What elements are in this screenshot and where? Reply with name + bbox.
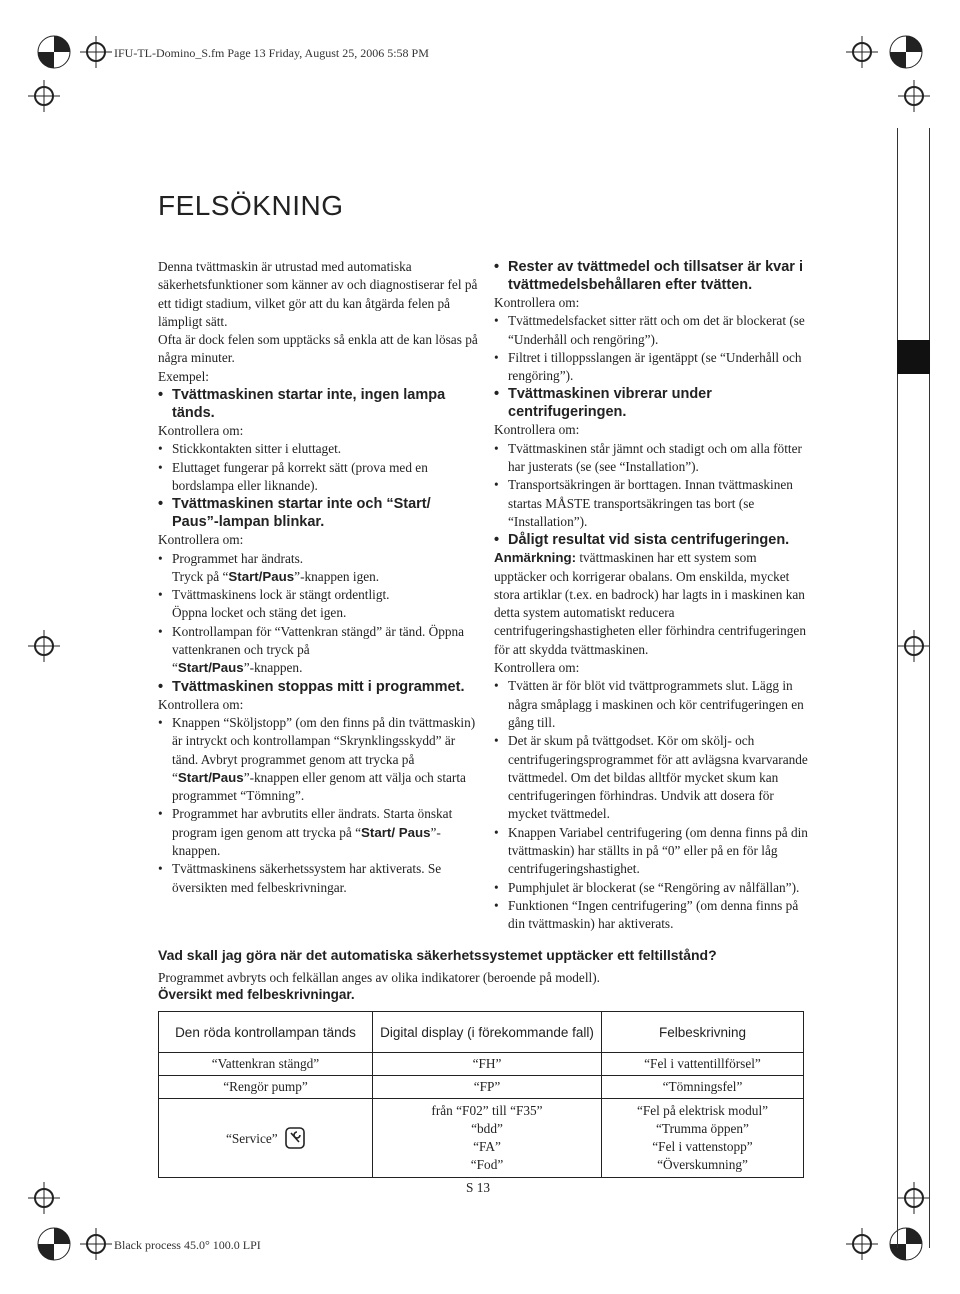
list-item: • Eluttaget fungerar på korrekt sätt (prova med en bordslampa eller liknande). bbox=[158, 459, 478, 496]
left-column bbox=[158, 258, 478, 897]
crosshair-icon bbox=[898, 80, 930, 112]
table-cell: “Vattenkran stängd” bbox=[159, 1053, 373, 1076]
registration-mark-icon bbox=[36, 1226, 72, 1262]
list-item: • Transportsäkringen är borttagen. Innan tvättmaskinen startas MÅSTE transportsäkringen tas bort (se “Installation”). bbox=[494, 476, 810, 531]
registration-mark-icon bbox=[888, 34, 924, 70]
list-item: • Pumphjulet är blockerat (se “Rengöring av nålfällan”). bbox=[494, 879, 810, 897]
crosshair-icon bbox=[80, 36, 112, 68]
crosshair-icon bbox=[28, 630, 60, 662]
table-cell: “FP” bbox=[373, 1076, 602, 1099]
list-item: • Det är skum på tvättgodset. Kör om skölj- och centrifugeringsprogrammet för att avlägsna kvarvarande tvättmedel. Om det bildas alltför mycket skum kan centrifugeringen förhindras. Undvik att dosera för mycket tvättmedel. bbox=[494, 732, 810, 823]
list-item: • Programmet har avbrutits eller ändrats. Starta önskat program igen genom att trycka på “Start/ Paus”-knappen. bbox=[158, 805, 478, 860]
crosshair-icon bbox=[80, 1228, 112, 1260]
service-label: “Service” bbox=[225, 1131, 278, 1146]
list-item: • Funktionen “Ingen centrifugering” (om denna finns på din tvättmaskin) har aktiverats. bbox=[494, 897, 810, 934]
list-item-text: Kontrollampan för “Vattenkran stängd” är tänd. Öppna vattenkranen och tryck på bbox=[172, 623, 465, 658]
check-label: Kontrollera om: bbox=[494, 660, 580, 676]
section-heading: Vad skall jag göra när det automatiska säkerhetssystemet upptäcker ett feltillstånd? bbox=[158, 947, 717, 963]
list-item: • Tvättmaskinen står jämnt och stadigt och om alla fötter har justerats (se (see “Installation”). bbox=[494, 440, 810, 477]
start-pause-label: Start/Paus bbox=[177, 769, 244, 785]
crosshair-icon bbox=[28, 80, 60, 112]
section-text: Programmet avbryts och felkällan anges av olika indikatorer (beroende på modell). bbox=[158, 970, 600, 985]
problem-heading: • Tvättmaskinen stoppas mitt i programmet. bbox=[158, 678, 478, 696]
error-table bbox=[158, 1011, 804, 1178]
intro-paragraph: Ofta är dock felen som upptäcks så enkla att de kan lösas på några minuter. bbox=[158, 332, 478, 366]
start-pause-label: Start/Paus bbox=[228, 568, 295, 584]
display-code: “FA” bbox=[473, 1139, 501, 1154]
list-item: • Kontrollampan för “Vattenkran stängd” är tänd. Öppna vattenkranen och tryck på “Start/Paus”-knappen. bbox=[158, 623, 478, 678]
column-header: Den röda kontrollampan tänds bbox=[159, 1012, 373, 1053]
check-label: Kontrollera om: bbox=[158, 423, 244, 439]
error-description: “Fel på elektrisk modul” bbox=[636, 1103, 769, 1118]
list-item: • Knappen “Sköljstopp” (om den finns på din tvättmaskin) är intryckt och kontrollampan “Skrynklingsskydd” är tänd. Avbryt programmet genom att trycka på “Start/Paus”-knappen eller genom att välja och starta programmet “Tömning”. bbox=[158, 714, 478, 805]
intro-paragraph: Denna tvättmaskin är utrustad med automatiska säkerhetsfunktioner som känner av och diagnostiserar fel på ett tidigt stadium, vilket gör att du kan åtgärda felen på lämpligt sätt. bbox=[158, 259, 478, 329]
example-label: Exempel: bbox=[158, 368, 209, 384]
list-item: • Stickkontakten sitter i eluttaget. bbox=[158, 440, 478, 458]
error-description: “Fel i vattenstopp” bbox=[652, 1139, 753, 1154]
display-code: “Fod” bbox=[470, 1157, 504, 1172]
table-cell: “Fel i vattentillförsel” bbox=[602, 1053, 804, 1076]
print-header: IFU-TL-Domino_S.fm Page 13 Friday, August 25, 2006 5:58 PM bbox=[114, 46, 429, 60]
check-label: Kontrollera om: bbox=[494, 295, 580, 310]
check-label: Kontrollera om: bbox=[158, 532, 244, 548]
page-number: S 13 bbox=[466, 1180, 491, 1195]
page-title: FELSÖKNING bbox=[158, 190, 344, 221]
problem-heading: • Tvättmaskinen startar inte, ingen lampa tänds. bbox=[158, 386, 478, 422]
list-item-text: Programmet har ändrats. bbox=[172, 550, 304, 566]
table-cell bbox=[602, 1099, 804, 1178]
note-paragraph: Anmärkning: tvättmaskinen har ett system som upptäcker och korrigerar obalans. Om enskilda, mycket stora artiklar (t.ex. en badrock) har lagts in i maskinen kan detta system automatiskt reducera centrifugeringshastigheten eller förhindra centrifugeringen för att skydda tvättmaskinen. bbox=[494, 550, 806, 657]
start-pause-label: Start/ Paus bbox=[361, 824, 431, 840]
check-label: Kontrollera om: bbox=[158, 696, 244, 712]
table-row bbox=[159, 1053, 804, 1076]
table-cell bbox=[159, 1099, 373, 1178]
table-row bbox=[159, 1076, 804, 1099]
registration-mark-icon bbox=[36, 34, 72, 70]
list-item: • Knappen Variabel centrifugering (om denna finns på din tvättmaskin) har ställts in på “0” eller på en för låg centrifugeringshastighet. bbox=[494, 824, 810, 879]
list-item: • Filtret i tilloppsslangen är igentäppt (se “Underhåll och rengöring”). bbox=[494, 349, 810, 386]
table-row bbox=[159, 1099, 804, 1178]
list-item: • Tvättmedelsfacket sitter rätt och om det är blockerat (se “Underhåll och rengöring”). bbox=[494, 312, 810, 349]
note-label: Anmärkning: bbox=[494, 550, 577, 566]
error-description: “Trumma öppen” bbox=[656, 1121, 749, 1136]
list-item-text: Tvättmaskinens lock är stängt ordentligt. bbox=[172, 587, 390, 603]
display-code: från “F02” till “F35” bbox=[431, 1103, 543, 1118]
list-item: • Programmet har ändrats. Tryck på “Start/Paus”-knappen igen. bbox=[158, 550, 478, 587]
section-subheading: Översikt med felbeskrivningar. bbox=[158, 987, 355, 1002]
list-item: • Tvätten är för blöt vid tvättprogrammets slut. Lägg in några småplagg i maskinen och kör centrifugeringen en gång till. bbox=[494, 677, 810, 732]
problem-heading: • Rester av tvättmedel och tillsatser är kvar i tvättmedelsbehållaren efter tvätten. bbox=[494, 258, 810, 294]
table-cell: “FH” bbox=[373, 1053, 602, 1076]
crosshair-icon bbox=[28, 1182, 60, 1214]
column-header: Felbeskrivning bbox=[602, 1012, 804, 1053]
crosshair-icon bbox=[846, 36, 878, 68]
print-footer: Black process 45.0° 100.0 LPI bbox=[114, 1238, 261, 1252]
table-cell: “Tömningsfel” bbox=[602, 1076, 804, 1099]
right-column bbox=[494, 258, 810, 934]
problem-heading: • Dåligt resultat vid sista centrifugeringen. bbox=[494, 531, 810, 549]
edge-tab-strip bbox=[897, 128, 930, 1248]
start-pause-label: Start/Paus bbox=[177, 660, 244, 676]
check-label: Kontrollera om: bbox=[494, 422, 580, 438]
table-header-row bbox=[159, 1012, 804, 1053]
service-wrench-icon bbox=[285, 1127, 305, 1149]
error-description: “Överskumning” bbox=[657, 1157, 748, 1172]
edge-tab-marker bbox=[897, 340, 930, 374]
display-code: “bdd” bbox=[471, 1121, 503, 1136]
table-cell: “Rengör pump” bbox=[159, 1076, 373, 1099]
problem-heading: • Tvättmaskinen vibrerar under centrifugeringen. bbox=[494, 385, 810, 421]
table-cell bbox=[373, 1099, 602, 1178]
crosshair-icon bbox=[846, 1228, 878, 1260]
list-item: • Tvättmaskinens lock är stängt ordentligt. Öppna locket och stäng det igen. bbox=[158, 586, 478, 623]
list-item: • Tvättmaskinens säkerhetssystem har aktiverats. Se översikten med felbeskrivningar. bbox=[158, 860, 478, 897]
column-header: Digital display (i förekommande fall) bbox=[373, 1012, 602, 1053]
problem-heading: • Tvättmaskinen startar inte och “Start/ Paus”-lampan blinkar. bbox=[158, 495, 478, 531]
